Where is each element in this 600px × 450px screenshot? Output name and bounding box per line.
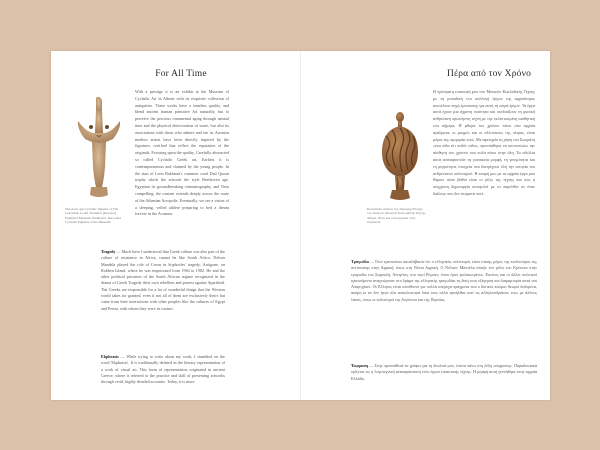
paragraph-body: — Much have I understood that Greek culture was also part of the culture of resistance in Africa, cannot be like South Africa. Nelson Mandela played the role of Creon in Sophocles' tragedy, Antigone, on Robben Island, where he was imprisoned from 1964 to 1982. He and the other political prisoners of the South African regime recognized in the drama of Greek Tragedy their own rebellion and protest against Apartheid. The Greeks are responsible for a lot of wonderful things that the Western world takes for granted, even if not all of them are exclusively theirs but came from their interactions with other peoples like the cultures of Egypt and Persia, with whom they were in contact. (101, 249, 225, 311)
paragraph-body: — While trying to write about my work, I stumbled on the word 'Ekphrasis'. It is traditionally defined as the literary representation of a work of visual art. This form of representation originated in ancient Greece, where it referred to the practice and skill of presenting artworks through vivid, highly detailed accounts. Today, it is more (101, 354, 225, 385)
ekphrasis-paragraph (351, 363, 537, 382)
cycladic-figurine-image (75, 95, 123, 203)
intro-text: Η πρόσφατη επισκεψή μου στο Μουσείο Κυκλαδικής Τέχνης με τη μοναδική του συλλογή έργων της αρχαιότητας αποτέλεσε πηγή έμπνευσης για αυτή τη σειρά έργων. Τα έργα αυτά έχουν μια άχρονη ποιότητα και συνδυάζουν τη φυσική ανθρώπινη πρωτόγονη τέχνη με την εκλεπτυσμένη αισθητική του σήμερα. Η φθορά του χρόνου πάνω στα αρχαία αγάλματα, οι ρωγμές και οι αλλοιώσεις της πέτρας, είναι μέρος της ομορφιάς τους. Με αφετηρία τη ρήση του Σωκράτη «ένα οίδα ότι ουδέν οίδα», προσπάθησα να αποτυπώσω την αίσθηση του χρόνου που κυλά πάνω στην ύλη. Τα ειδώλια αυτά αναπαριστούν τη γυναικεία μορφή, τη γονιμότητα και τη μητρότητα, στοιχεία που διατρέχουν όλη την ιστορία του ανθρώπινου πολιτισμού. Η επαφή μου με τα αρχαία έργα μου θύμισε πόσο βαθιά είναι οι ρίζες της τέχνης και πώς η σύγχρονη δημιουργία συνομιλεί με το παρελθόν σε έναν διάλογο που δεν σταματά ποτέ. (433, 89, 535, 196)
right-page (301, 51, 550, 400)
paragraph-lead: Έκφραση (351, 363, 369, 368)
paragraph-lead: Tragedy (101, 249, 116, 254)
ekphrasis-paragraph (101, 354, 225, 385)
tragedy-paragraph (101, 249, 225, 312)
left-page (51, 51, 300, 400)
intro-text: With a prestige it is an exhibit at the Museum of Cycladic Art in Athens with its exquisite collection of antiquities. These works have a timeless quality, and blend ancient human primitive Art naturally, but to perceive the precious ornamental aging through natural time and the physical deterioration of stone, but also its associations with those who admire and see in, Aeonion modern artists have been directly inspired by the figurines, certified that reflect the reputation of the originals. Focusing upon the quality, Carefully abstracted so called Cycladic Greek art, Earliest it is contemporaneous and claimed by the young people. In the start of Leon Bakhmut's common coral Dad Quoan trophy which the artwork the style Beethoven age. Egyptian its groundbreaking cinematography, and Near compelling, the content extends deeply across the route of the Athenian Acropolis. Eventually, we see a vision of a sleeping, veiled athlete preparing to bed a dream forever in the Acumen. (135, 89, 229, 217)
book-spread (51, 51, 550, 400)
tragedy-paragraph (351, 259, 537, 303)
page-title: Πέρα από τον Χρόνο (446, 69, 532, 79)
paragraph-lead: Τραγωδία (351, 259, 369, 264)
wooden-figurine-image (380, 112, 420, 203)
figure-caption: Κυκλαδικό ειδώλιο της Πρώιμης Εποχής του Χαλκού. Μουσείο Κυκλαδικής Τέχνης, Αθήνα. Ξύλο και ελαιογραφία στην επιφάνεια. (367, 207, 426, 225)
figure-caption: The stone age Cycladic figurine of The Leucadian Loom. Keramos (Kerasos) Frankfurt Museum. Prehistoric Recorded Cycladic Figurine at the Museum. (65, 207, 121, 225)
paragraph-body: — Στην προσπάθειά να γράψω για τη δουλειά μου, έπεσα πάνω στη λέξη «έκφραση». Παραδοσιακά ορίζεται ως η λογοτεχνική αναπαράσταση ενός έργου εικαστικής τέχνης. Η μορφή αυτή γεννήθηκε στην αρχαία Ελλάδα. (351, 363, 537, 381)
paragraph-body: — Όσο ερευνούσα καταλάβαινα ότι ο ελληνικός πολιτισμός είναι επίσης μέρος της κουλτούρας της αντίστασης στην Αφρική, όπως στη Νότια Αφρική. Ο Νέλσον Μαντέλα έπαιξε τον ρόλο του Κρέοντα στην τραγωδία του Σοφοκλή, Αντιγόνη, στο νησί Ρόμπεν, όπου ήταν φυλακισμένος. Εκείνος και οι άλλοι πολιτικοί κρατούμενοι αναγνώρισαν στο δράμα της ελληνικής τραγωδίας τη δική τους εξέγερση και διαμαρτυρία κατά του Απαρτχάιντ. Οι Έλληνες είναι υπεύθυνοι για πολλά υπέροχα πράγματα που ο δυτικός κόσμος θεωρεί δεδομένα, ακόμη κι αν δεν ήταν όλα αποκλειστικά δικά τους αλλά προήλθαν από τις αλληλεπιδράσεις τους με άλλους λαούς, όπως οι πολιτισμοί της Αιγύπτου και της Περσίας. (351, 259, 537, 302)
page-title: For All Time (155, 69, 207, 79)
paragraph-lead: Ekphrasis (101, 354, 119, 359)
